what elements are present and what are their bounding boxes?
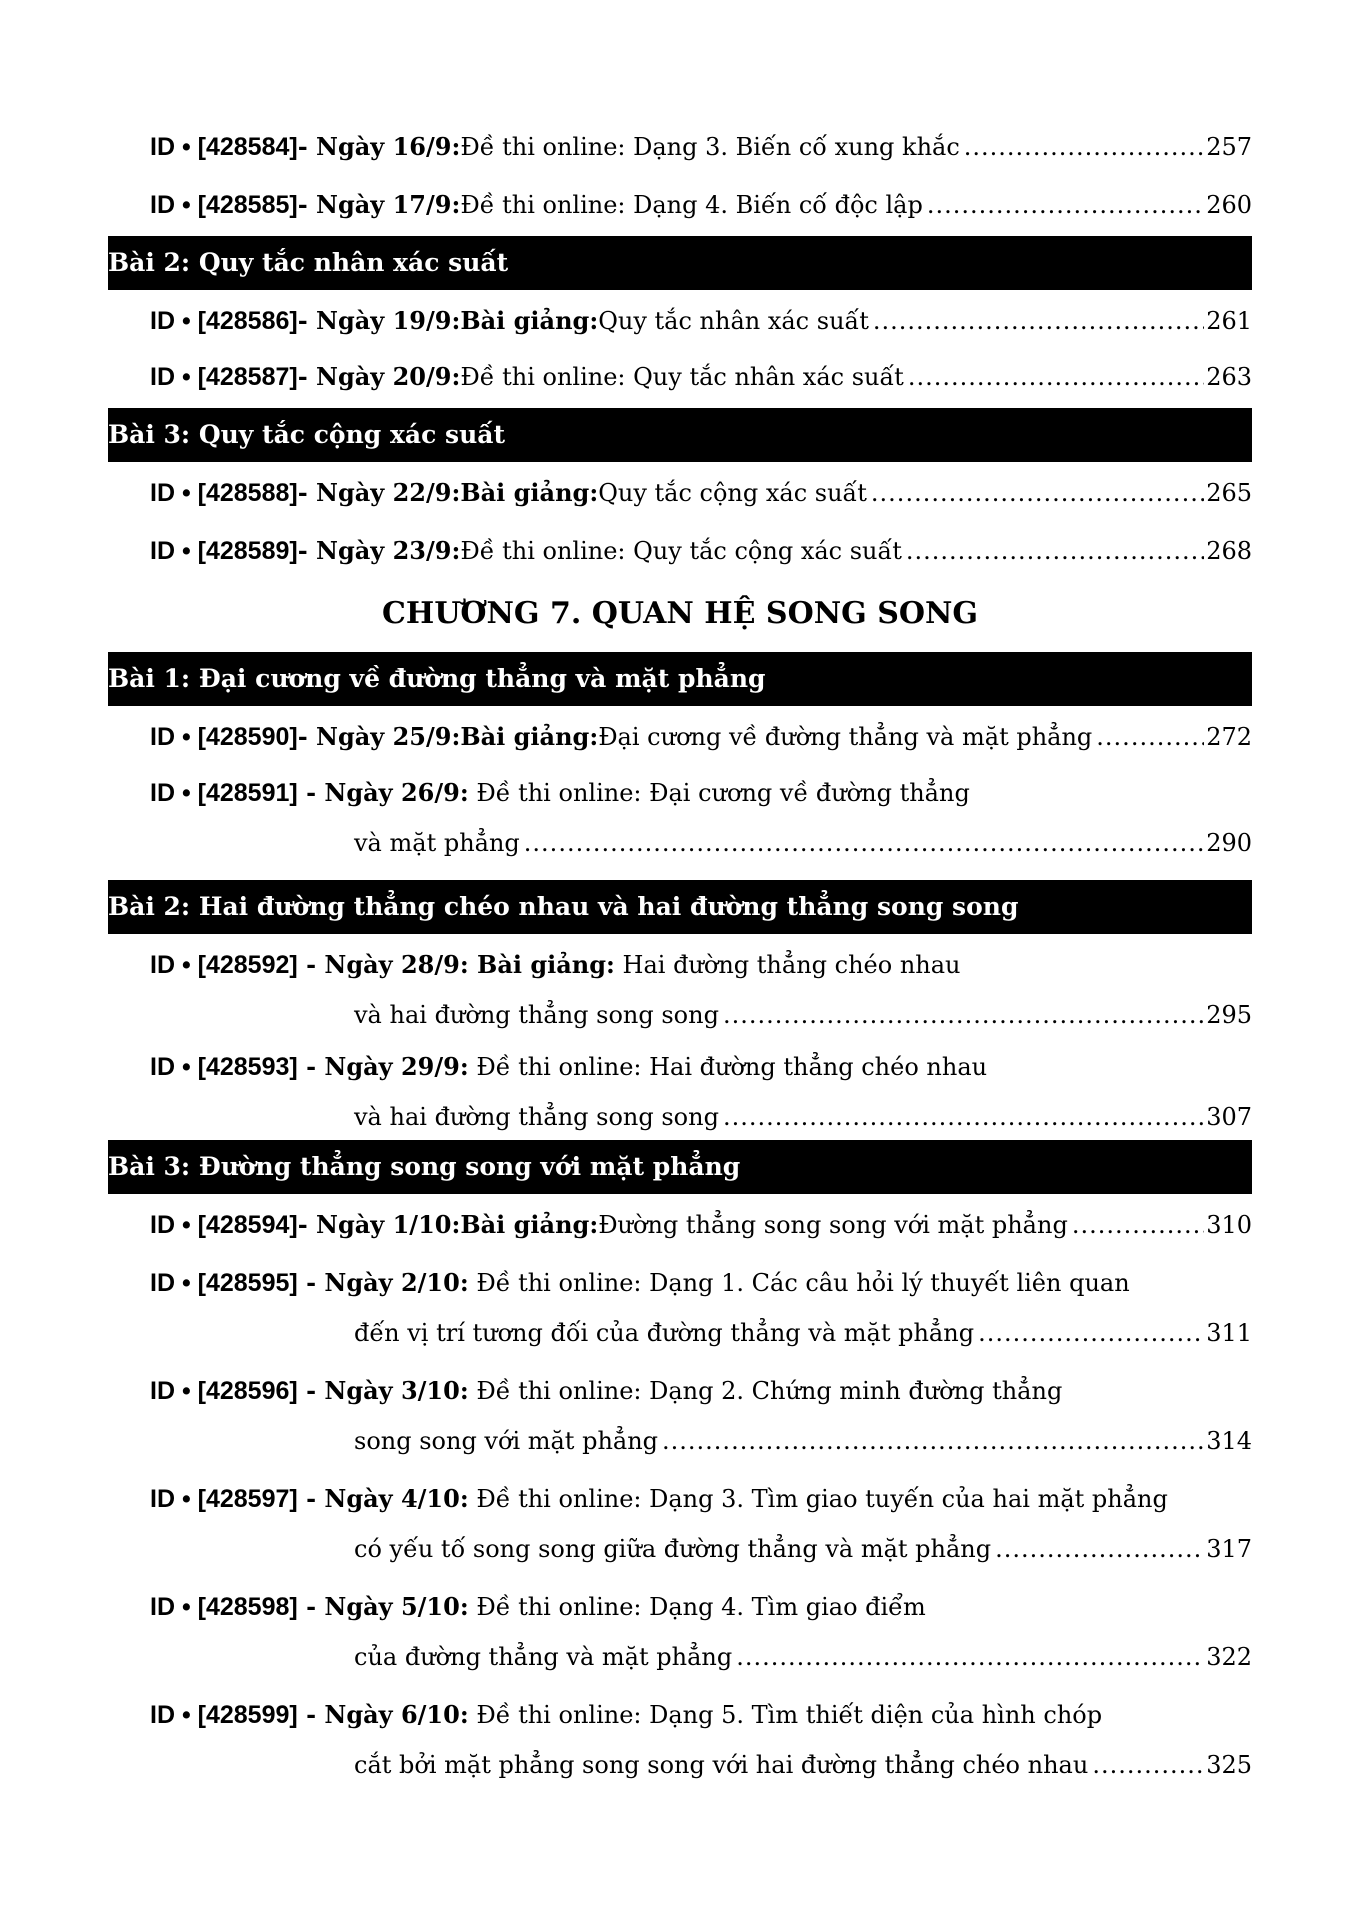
entry-id: ID • [428597] — [150, 1485, 298, 1513]
entry-id: ID • [428584] — [150, 133, 298, 161]
section-heading: Bài 2: Hai đường thẳng chéo nhau và hai đường thẳng song song — [108, 880, 1252, 934]
toc-entry[interactable] — [150, 186, 1252, 224]
entry-title: Đề thi online: Dạng 4. Biến cố độc lập — [460, 191, 923, 219]
entry-date: - Ngày 3/10: — [297, 1376, 469, 1405]
entry-id: ID • [428595] — [150, 1269, 298, 1297]
entry-title: Đề thi online: Đại cương về đường thẳng — [468, 779, 970, 807]
entry-title: Hai đường thẳng chéo nhau — [614, 951, 961, 979]
entry-title-continuation: và hai đường thẳng song song — [354, 1001, 719, 1029]
dot-leader — [1092, 1746, 1204, 1784]
entry-date: - Ngày 1/10: — [297, 1210, 461, 1239]
toc-entry[interactable] — [150, 1372, 1252, 1410]
dot-leader — [964, 128, 1204, 166]
entry-title: Đề thi online: Hai đường thẳng chéo nhau — [468, 1053, 988, 1081]
entry-page-number: 317 — [1206, 1535, 1252, 1563]
entry-title: Đề thi online: Dạng 3. Biến cố xung khắc — [460, 133, 960, 161]
entry-title: Quy tắc cộng xác suất — [598, 479, 867, 507]
toc-entry[interactable] — [150, 1048, 1252, 1086]
entry-page-number: 295 — [1206, 1001, 1252, 1029]
entry-id: ID • [428592] — [150, 951, 298, 979]
dot-leader — [995, 1530, 1204, 1568]
entry-id: ID • [428590] — [150, 723, 298, 751]
toc-entry[interactable] — [150, 946, 1252, 984]
entry-kind: Bài giảng: — [460, 722, 599, 751]
entry-title: Đề thi online: Dạng 5. Tìm thiết diện của hình chóp — [468, 1701, 1103, 1729]
entry-title: Đề thi online: Quy tắc cộng xác suất — [460, 537, 902, 565]
entry-title: Quy tắc nhân xác suất — [598, 307, 869, 335]
dot-leader — [978, 1314, 1204, 1352]
entry-page-number: 325 — [1206, 1751, 1252, 1779]
entry-page-number: 272 — [1206, 723, 1252, 751]
entry-date: - Ngày 4/10: — [297, 1484, 469, 1513]
entry-date: - Ngày 23/9: — [297, 536, 461, 565]
entry-date: - Ngày 22/9: — [297, 478, 461, 507]
entry-page-number: 310 — [1206, 1211, 1252, 1239]
dot-leader — [736, 1638, 1204, 1676]
toc-entry-continuation[interactable] — [354, 824, 1252, 862]
entry-date: - Ngày 20/9: — [297, 362, 461, 391]
entry-title: Đề thi online: Dạng 4. Tìm giao điểm — [468, 1593, 926, 1621]
toc-entry-continuation[interactable] — [354, 1422, 1252, 1460]
dot-leader — [662, 1422, 1204, 1460]
entry-page-number: 260 — [1206, 191, 1252, 219]
entry-id: ID • [428591] — [150, 779, 298, 807]
toc-entry[interactable] — [150, 718, 1252, 756]
entry-id: ID • [428589] — [150, 537, 298, 565]
toc-entry[interactable] — [150, 1206, 1252, 1244]
entry-date: - Ngày 2/10: — [297, 1268, 469, 1297]
entry-date: - Ngày 25/9: — [297, 722, 461, 751]
dot-leader — [524, 824, 1204, 862]
entry-kind: Bài giảng: — [460, 306, 599, 335]
toc-entry-continuation[interactable] — [354, 1098, 1252, 1136]
entry-id: ID • [428588] — [150, 479, 298, 507]
toc-entry-continuation[interactable] — [354, 1314, 1252, 1352]
entry-page-number: 261 — [1206, 307, 1252, 335]
entry-title-continuation: có yếu tố song song giữa đường thẳng và mặt phẳng — [354, 1535, 992, 1563]
toc-entry[interactable] — [150, 1588, 1252, 1626]
entry-date: - Ngày 5/10: — [297, 1592, 469, 1621]
entry-kind: Bài giảng: — [460, 1210, 599, 1239]
entry-title-continuation: và hai đường thẳng song song — [354, 1103, 719, 1131]
entry-id: ID • [428593] — [150, 1053, 298, 1081]
toc-entry[interactable] — [150, 774, 1252, 812]
entry-page-number: 257 — [1206, 133, 1252, 161]
section-heading: Bài 2: Quy tắc nhân xác suất — [108, 236, 1252, 290]
entry-title-continuation: và mặt phẳng — [354, 829, 520, 857]
entry-title: Đề thi online: Dạng 1. Các câu hỏi lý thuyết liên quan — [468, 1269, 1130, 1297]
dot-leader — [906, 532, 1204, 570]
entry-date: - Ngày 16/9: — [297, 132, 461, 161]
dot-leader — [723, 1098, 1204, 1136]
entry-id: ID • [428586] — [150, 307, 298, 335]
entry-id: ID • [428599] — [150, 1701, 298, 1729]
entry-title-continuation: song song với mặt phẳng — [354, 1427, 659, 1455]
dot-leader — [908, 358, 1204, 396]
entry-kind: Bài giảng: — [468, 950, 615, 979]
entry-date: - Ngày 19/9: — [297, 306, 461, 335]
entry-date: - Ngày 29/9: — [297, 1052, 469, 1081]
entry-page-number: 311 — [1206, 1319, 1252, 1347]
entry-page-number: 265 — [1206, 479, 1252, 507]
entry-id: ID • [428596] — [150, 1377, 298, 1405]
toc-entry-continuation[interactable] — [354, 1638, 1252, 1676]
entry-page-number: 268 — [1206, 537, 1252, 565]
entry-page-number: 307 — [1206, 1103, 1252, 1131]
entry-date: - Ngày 26/9: — [297, 778, 469, 807]
dot-leader — [871, 474, 1204, 512]
section-heading: Bài 3: Đường thẳng song song với mặt phẳng — [108, 1140, 1252, 1194]
entry-page-number: 263 — [1206, 363, 1252, 391]
toc-entry[interactable] — [150, 474, 1252, 512]
entry-id: ID • [428598] — [150, 1593, 298, 1621]
toc-entry[interactable] — [150, 1264, 1252, 1302]
entry-id: ID • [428585] — [150, 191, 298, 219]
toc-entry-continuation[interactable] — [354, 996, 1252, 1034]
entry-date: - Ngày 6/10: — [297, 1700, 469, 1729]
dot-leader — [873, 302, 1204, 340]
entry-title: Đại cương về đường thẳng và mặt phẳng — [598, 723, 1093, 751]
entry-title: Đề thi online: Dạng 3. Tìm giao tuyến của hai mặt phẳng — [468, 1485, 1168, 1513]
toc-entry-continuation[interactable] — [354, 1530, 1252, 1568]
toc-entry[interactable] — [150, 1480, 1252, 1518]
entry-title-continuation: cắt bởi mặt phẳng song song với hai đường thẳng chéo nhau — [354, 1751, 1089, 1779]
entry-title: Đề thi online: Quy tắc nhân xác suất — [460, 363, 904, 391]
dot-leader — [1096, 718, 1204, 756]
section-heading: Bài 1: Đại cương về đường thẳng và mặt phẳng — [108, 652, 1252, 706]
dot-leader — [1072, 1206, 1204, 1244]
entry-title: Đề thi online: Dạng 2. Chứng minh đường thẳng — [468, 1377, 1063, 1405]
chapter-title: CHƯƠNG 7. QUAN HỆ SONG SONG — [381, 596, 979, 631]
entry-date: - Ngày 17/9: — [297, 190, 461, 219]
entry-kind: Bài giảng: — [460, 478, 599, 507]
entry-id: ID • [428594] — [150, 1211, 298, 1239]
entry-date: - Ngày 28/9: — [297, 950, 469, 979]
section-heading: Bài 3: Quy tắc cộng xác suất — [108, 408, 1252, 462]
entry-page-number: 314 — [1206, 1427, 1252, 1455]
toc-entry-continuation[interactable] — [354, 1746, 1252, 1784]
entry-page-number: 290 — [1206, 829, 1252, 857]
dot-leader — [927, 186, 1204, 224]
toc-entry[interactable] — [150, 532, 1252, 570]
entry-id: ID • [428587] — [150, 363, 298, 391]
entry-page-number: 322 — [1206, 1643, 1252, 1671]
toc-entry[interactable] — [150, 302, 1252, 340]
toc-entry[interactable] — [150, 128, 1252, 166]
entry-title-continuation: của đường thẳng và mặt phẳng — [354, 1643, 733, 1671]
dot-leader — [723, 996, 1204, 1034]
toc-entry[interactable] — [150, 358, 1252, 396]
entry-title-continuation: đến vị trí tương đối của đường thẳng và mặt phẳng — [354, 1319, 975, 1347]
entry-title: Đường thẳng song song với mặt phẳng — [598, 1211, 1068, 1239]
toc-entry[interactable] — [150, 1696, 1252, 1734]
